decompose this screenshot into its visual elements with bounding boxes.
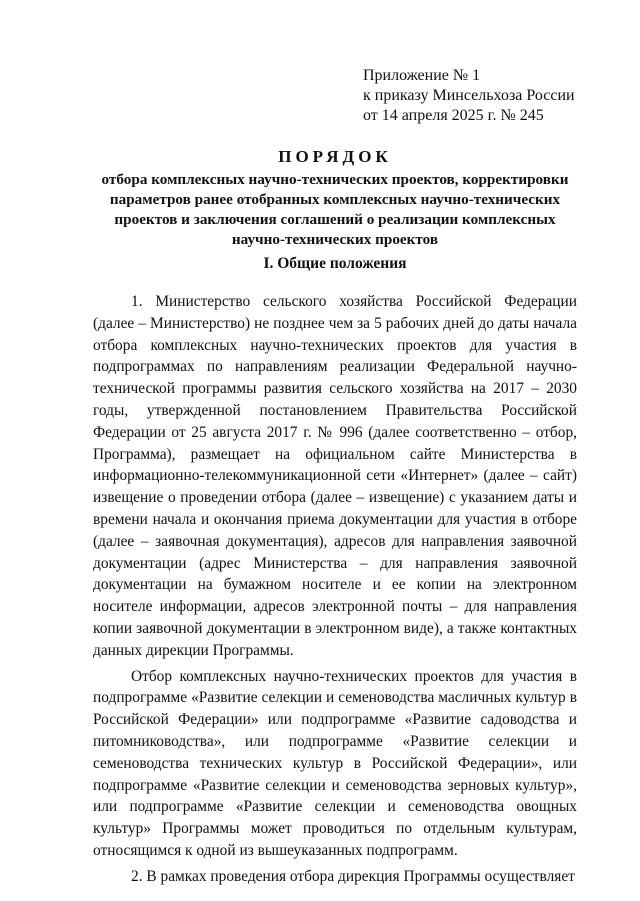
document-body <box>93 291 577 892</box>
annex-line-2: к приказу Минсельхоза России <box>363 87 575 104</box>
title-main: ПОРЯДОК <box>278 147 392 166</box>
annex-block <box>363 66 623 126</box>
paragraph: 1. Министерство сельского хозяйства Российской Федерации (далее – Министерство) не позднее чем за 5 рабочих дней до даты начала отбора комплексных научно-технических проектов для участия в подпрограммах по направлениям реализации Федеральной научно-технической программы развития сельского хозяйства на 2017 – 2030 годы, утвержденной постановлением Правительства Российской Федерации от 25 августа 2017 г. № 996 (далее соответственно – отбор, Программа), размещает на официальном сайте Министерства в информационно-телекоммуникационной сети «Интернет» (далее – сайт) извещение о проведении отбора (далее – извещение) с указанием даты и времени начала и окончания приема документации для участия в отборе (далее – заявочная документация), адресов для направления заявочной документации (адрес Министерства – для направления заявочной документации на бумажном носителе и ее копии на электронном носителе информации, адресов электронной почты – для направления копии заявочной документации в электронном виде), а также контактных данных дирекции Программы. <box>93 293 577 659</box>
title-subtitle: отбора комплексных научно-технических проектов, корректировки параметров ранее отобранных комплексных научно-технических проектов и заключения соглашений о реализации комплексных научно-технических проектов <box>101 171 569 248</box>
annex-line-3: от 14 апреля 2025 г. № 245 <box>363 107 544 124</box>
section-heading: I. Общие положения <box>263 255 407 272</box>
annex-line-1: Приложение № 1 <box>363 67 481 84</box>
document-title <box>90 146 580 250</box>
paragraph: 2. В рамках проведения отбора дирекция Программы осуществляет <box>131 867 575 885</box>
paragraph: Отбор комплексных научно-технических проектов для участия в подпрограмме «Развитие селекции и семеноводства масличных культур в Российской Федерации» или подпрограмме «Развитие садоводства и питомниководства», или подпрограмме «Развитие селекции и семеноводства технических культур в Российской Федерации», или подпрограмме «Развитие селекции и семеноводства зерновых культур», или подпрограмме «Развитие селекции и семеноводства овощных культур» Программы может проводиться по отдельным культурам, относящимся к одной из вышеуказанных подпрограмм. <box>93 667 577 859</box>
